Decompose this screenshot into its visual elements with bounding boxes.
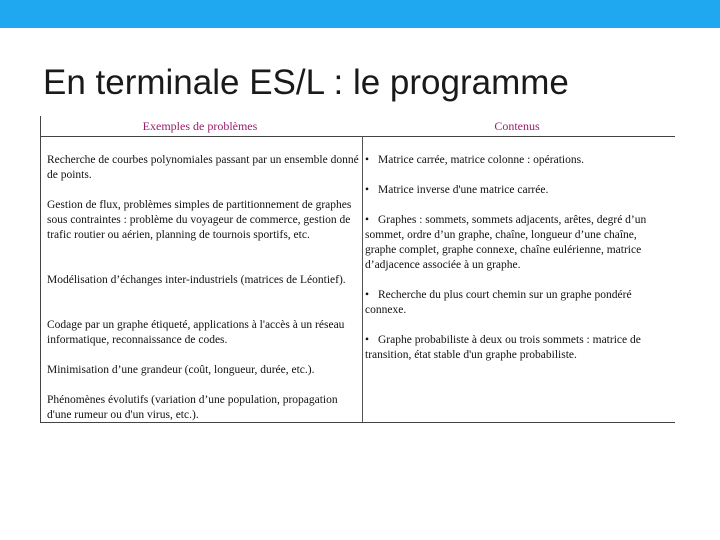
bullet-icon: • — [365, 214, 370, 226]
problem-item: Recherche de courbes polynomiales passant par un ensemble donné de points. — [47, 154, 359, 181]
problem-item: Modélisation d’échanges inter-industriels (matrices de Léontief). — [47, 274, 346, 286]
bullet-icon: • — [365, 334, 370, 346]
problem-item: Phénomènes évolutifs (variation d’une population, propagation d'une rumeur ou d'un virus, etc.). — [47, 394, 338, 421]
problem-item: Codage par un graphe étiqueté, applications à l'accès à un réseau informatique, reconnaissance de codes. — [47, 319, 345, 346]
content-text: Graphes : sommets, sommets adjacents, arêtes, degré d’un sommet, ordre d’un graphe, chaîne, longueur d’une chaîne, graphe complet, graphe connexe, chaîne eulérienne, matrice d’adjacence associée à un graphe. — [365, 214, 647, 271]
column-divider — [362, 136, 363, 422]
problem-item: Gestion de flux, problèmes simples de partitionnement de graphes sous contraintes : problème du voyageur de commerce, gestion de trafic routier ou aérien, planning de tournois sportifs, etc. — [47, 199, 352, 241]
top-accent-bar — [0, 0, 720, 28]
content-text: Graphe probabiliste à deux ou trois sommets : matrice de transition, état stable d'un graphe probabiliste. — [365, 334, 641, 361]
table-header-row — [41, 116, 675, 137]
content-item — [365, 183, 667, 198]
content-item — [365, 333, 667, 363]
bullet-icon: • — [365, 289, 370, 301]
content-text: Matrice carrée, matrice colonne : opérations. — [378, 154, 584, 166]
content-item — [365, 153, 667, 168]
content-text: Recherche du plus court chemin sur un graphe pondéré connexe. — [365, 289, 632, 316]
programme-table — [40, 116, 675, 423]
header-problems: Exemples de problèmes — [142, 119, 258, 133]
bullet-icon: • — [365, 154, 370, 166]
problem-item: Minimisation d’une grandeur (coût, longueur, durée, etc.). — [47, 364, 315, 376]
bullet-icon: • — [365, 184, 370, 196]
content-item — [365, 288, 667, 318]
slide-title: En terminale ES/L : le programme — [43, 63, 569, 102]
header-contents: Contenus — [494, 119, 540, 133]
content-item — [365, 213, 667, 273]
content-text: Matrice inverse d'une matrice carrée. — [378, 184, 549, 196]
